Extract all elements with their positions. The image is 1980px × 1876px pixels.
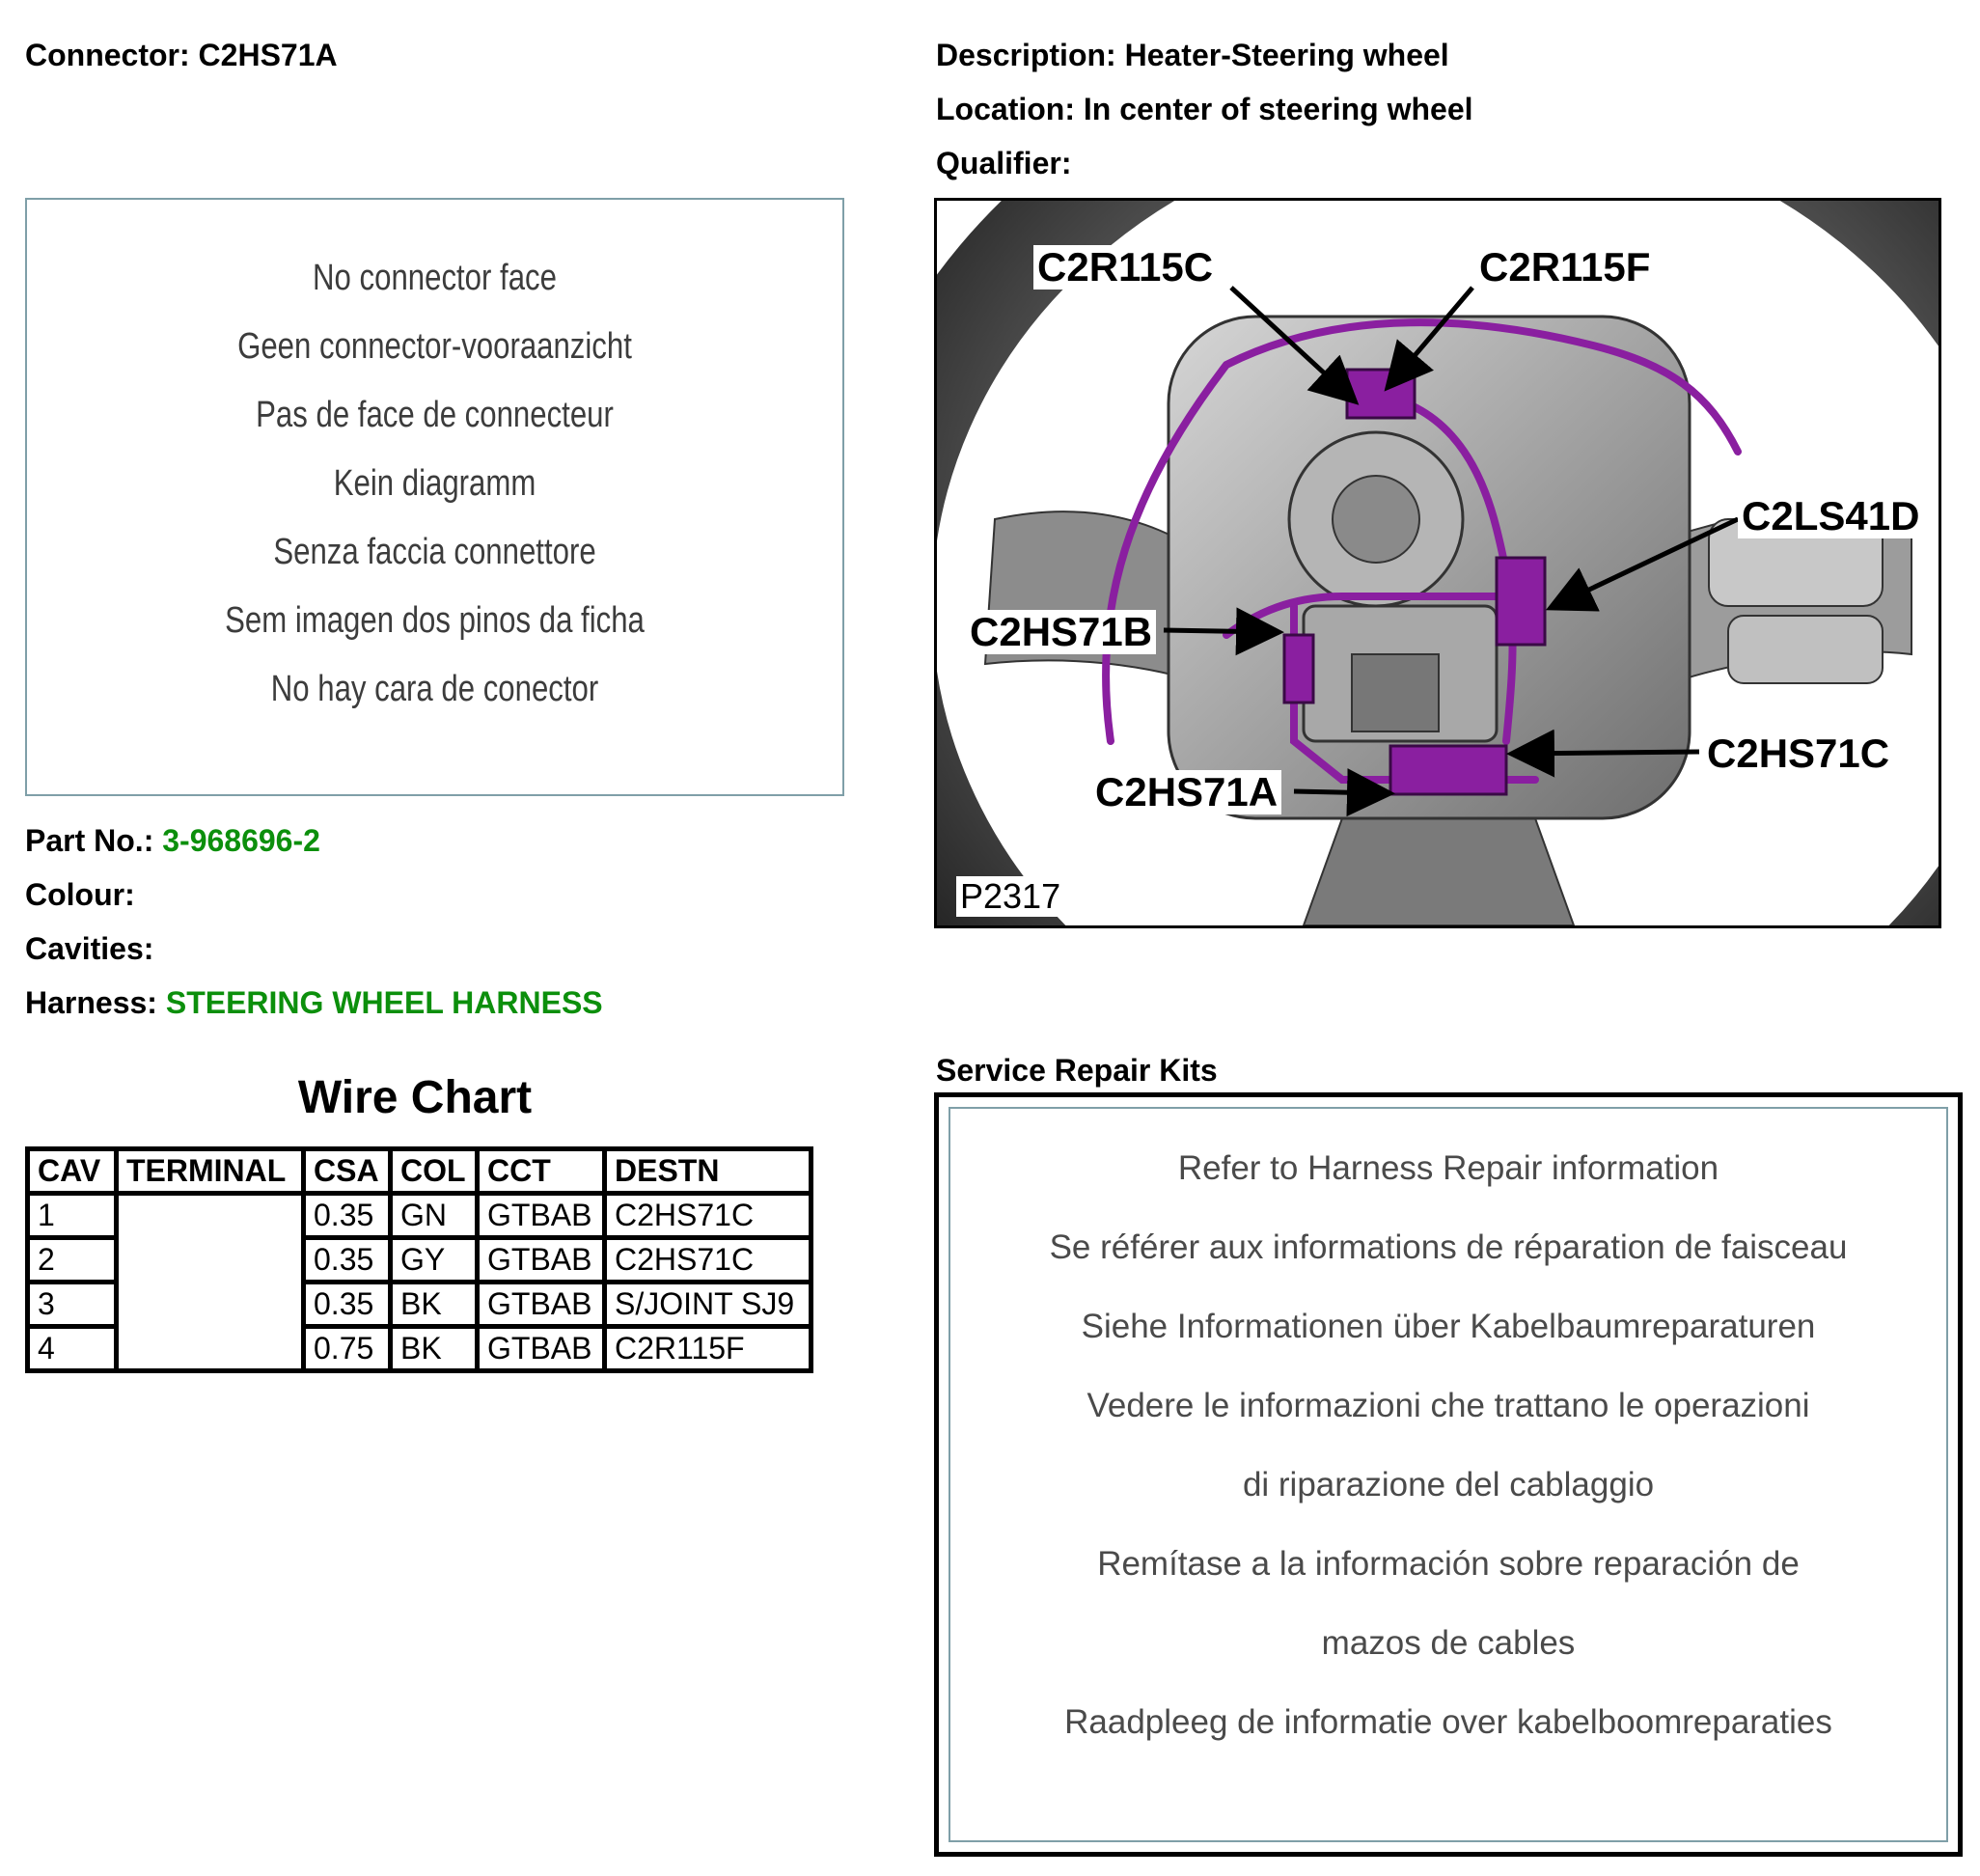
connector-label: Connector:	[25, 38, 190, 72]
description-value: Heater-Steering wheel	[1124, 38, 1449, 72]
face-line: Kein diagramm	[333, 463, 536, 504]
part-no-field	[25, 822, 320, 859]
face-line: No connector face	[313, 258, 557, 298]
service-repair-kits-title: Service Repair Kits	[936, 1053, 1218, 1088]
callout-c2hs71c: C2HS71C	[1703, 731, 1893, 776]
cell-cct: GTBAB	[478, 1238, 605, 1283]
cell-cav: 2	[28, 1238, 117, 1283]
callout-c2hs71b: C2HS71B	[966, 610, 1156, 654]
face-line: Sem imagen dos pinos da ficha	[225, 600, 645, 641]
header-csa: CSA	[304, 1149, 391, 1194]
face-line: No hay cara de conector	[270, 669, 599, 709]
callout-c2hs71a: C2HS71A	[1091, 770, 1281, 814]
cell-cav: 4	[28, 1327, 117, 1371]
cell-csa: 0.35	[304, 1194, 391, 1238]
service-repair-kits-box	[934, 1092, 1963, 1857]
callout-c2ls41d: C2LS41D	[1738, 494, 1923, 538]
connector-value: C2HS71A	[198, 38, 338, 72]
header-destn: DESTN	[605, 1149, 811, 1194]
cell-cct: GTBAB	[478, 1194, 605, 1238]
harness-link[interactable]: STEERING WHEEL HARNESS	[165, 985, 603, 1020]
kit-line: Raadpleeg de informatie over kabelboomreparaties	[1064, 1703, 1832, 1741]
cell-destn: C2HS71C	[605, 1194, 811, 1238]
table-header-row	[28, 1149, 811, 1194]
cell-cav: 3	[28, 1283, 117, 1327]
cell-destn: S/JOINT SJ9	[605, 1283, 811, 1327]
cell-col: GY	[391, 1238, 478, 1283]
harness-field	[25, 984, 603, 1021]
header-cav: CAV	[28, 1149, 117, 1194]
cell-col: BK	[391, 1327, 478, 1371]
connector-face-box	[25, 198, 844, 796]
service-repair-kits-inner	[949, 1107, 1948, 1842]
cell-destn: C2R115F	[605, 1327, 811, 1371]
header-col: COL	[391, 1149, 478, 1194]
face-line: Pas de face de connecteur	[256, 395, 614, 435]
colour-label: Colour:	[25, 877, 135, 912]
part-no-label: Part No.:	[25, 823, 154, 858]
harness-label: Harness:	[25, 985, 157, 1020]
part-no-link[interactable]: 3-968696-2	[162, 823, 320, 858]
steering-wheel-illustration	[937, 201, 1939, 925]
kit-line: Siehe Informationen über Kabelbaumreparaturen	[1081, 1308, 1816, 1345]
connector-field	[25, 37, 338, 73]
kit-line: mazos de cables	[1321, 1624, 1576, 1662]
kit-line: di riparazione del cablaggio	[1242, 1466, 1655, 1504]
header-cct: CCT	[478, 1149, 605, 1194]
cell-destn: C2HS71C	[605, 1238, 811, 1283]
wire-chart-table	[25, 1146, 813, 1373]
kit-line: Vedere le informazioni che trattano le operazioni	[1086, 1387, 1810, 1424]
cell-cav: 1	[28, 1194, 117, 1238]
cell-csa: 0.35	[304, 1238, 391, 1283]
cell-cct: GTBAB	[478, 1283, 605, 1327]
location-label: Location:	[936, 92, 1075, 126]
face-line: Geen connector-vooraanzicht	[237, 326, 632, 367]
location-field	[936, 91, 1473, 127]
callout-c2r115c: C2R115C	[1033, 245, 1217, 290]
description-label: Description:	[936, 38, 1116, 72]
steering-wheel-figure	[934, 198, 1941, 928]
cavities-label: Cavities:	[25, 931, 154, 966]
header-terminal: TERMINAL	[117, 1149, 304, 1194]
cell-col: BK	[391, 1283, 478, 1327]
cell-csa: 0.75	[304, 1327, 391, 1371]
cell-cct: GTBAB	[478, 1327, 605, 1371]
location-value: In center of steering wheel	[1083, 92, 1473, 126]
qualifier-label: Qualifier:	[936, 146, 1072, 180]
cell-col: GN	[391, 1194, 478, 1238]
kit-line: Remítase a la información sobre reparación de	[1097, 1545, 1800, 1583]
cell-terminal	[117, 1194, 304, 1371]
callout-c2r115f: C2R115F	[1475, 245, 1654, 290]
table-row	[28, 1194, 811, 1238]
kit-line: Se référer aux informations de réparation de faisceau	[1049, 1228, 1848, 1266]
figure-id: P2317	[956, 876, 1064, 917]
cell-csa: 0.35	[304, 1283, 391, 1327]
wire-chart-title: Wire Chart	[297, 1072, 533, 1123]
kit-line: Refer to Harness Repair information	[1177, 1149, 1719, 1187]
face-line: Senza faccia connettore	[273, 532, 596, 572]
description-field	[936, 37, 1449, 73]
